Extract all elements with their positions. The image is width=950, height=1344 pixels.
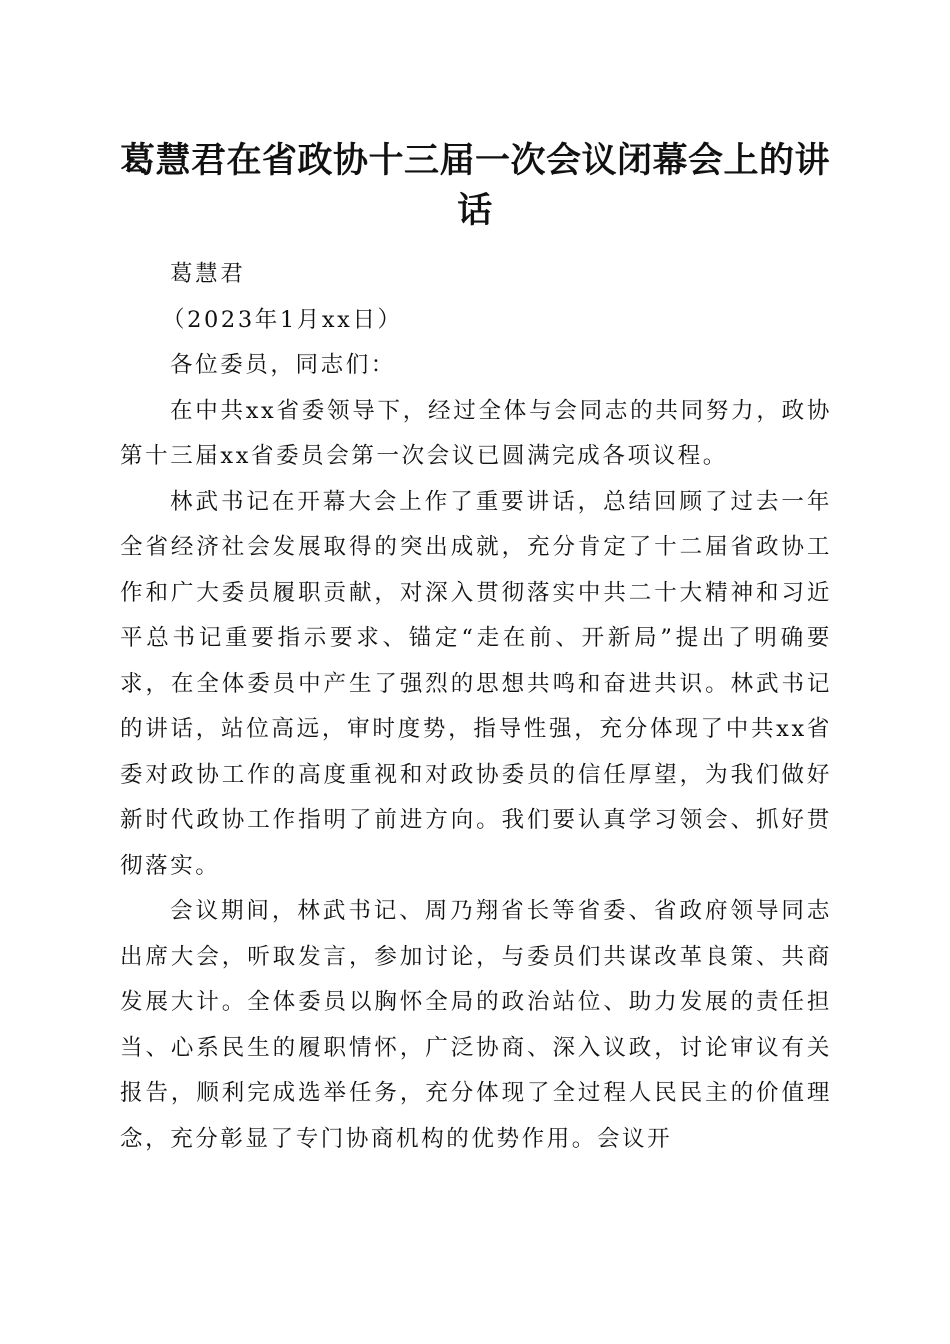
document-body <box>120 252 832 1162</box>
paragraph: 林武书记在开幕大会上作了重要讲话，总结回顾了过去一年全省经济社会发展取得的突出成就，充分肯定了十二届省政协工作和广大委员履职贡献，对深入贯彻落实中共二十大精神和习近平总书记重要指示要求、锚定“走在前、开新局”提出了明确要求，在全体委员中产生了强烈的思想共鸣和奋进共识。林武书记的讲话，站位高远，审时度势，指导性强，充分体现了中共xx省委对政协工作的高度重视和对政协委员的信任厚望，为我们做好新时代政协工作指明了前进方向。我们要认真学习领会、抓好贯彻落实。 <box>120 488 832 879</box>
paragraph: 会议期间，林武书记、周乃翔省长等省委、省政府领导同志出席大会，听取发言，参加讨论，与委员们共谋改革良策、共商发展大计。全体委员以胸怀全局的政治站位、助力发展的责任担当、心系民生的履职情怀，广泛协商、深入议政，讨论审议有关报告，顺利完成选举任务，充分体现了全过程人民民主的价值理念，充分彰显了专门协商机构的优势作用。会议开 <box>120 898 832 1152</box>
paragraph: 在中共xx省委领导下，经过全体与会同志的共同努力，政协第十三届xx省委员会第一次会议已圆满完成各项议程。 <box>120 397 832 469</box>
salutation: 各位委员，同志们： <box>170 352 396 378</box>
author-line: 葛慧君 <box>170 261 246 287</box>
date-line: （2023年1月xx日） <box>162 306 403 333</box>
document-title: 葛慧君在省政协十三届一次会议闭幕会上的讲话 <box>119 140 830 231</box>
